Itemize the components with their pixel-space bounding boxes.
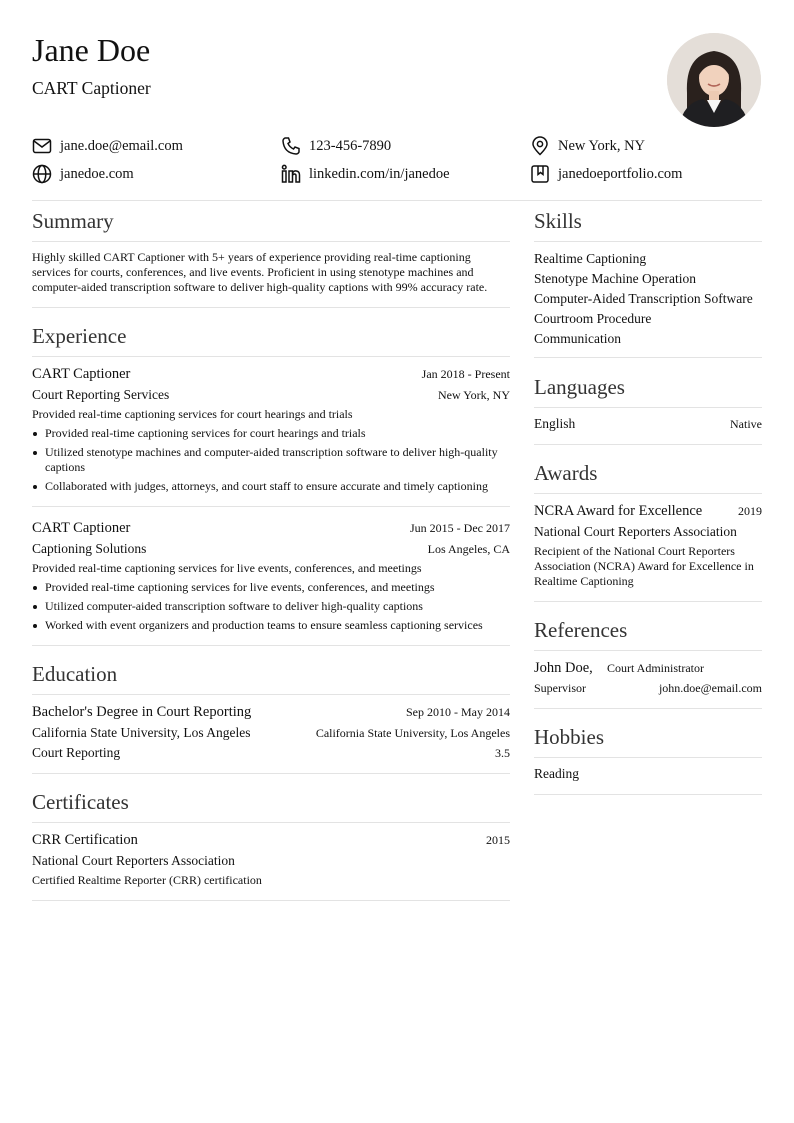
experience-divider — [32, 356, 510, 357]
linkedin-contact[interactable] — [281, 162, 450, 186]
award-description: Recipient of the National Court Reporters Association (NCRA) Award for Excellence in Realtime Captioning — [534, 544, 754, 588]
skill-item: Courtroom Procedure — [534, 311, 652, 326]
education-dates: Sep 2010 - May 2014 — [406, 705, 510, 719]
candidate-name: Jane Doe — [32, 32, 151, 68]
certificates-heading: Certificates — [32, 790, 129, 814]
references-divider — [534, 650, 762, 651]
map-pin-icon — [530, 136, 550, 156]
portfolio-bookmark-icon — [530, 164, 550, 184]
certificate-year: 2015 — [486, 833, 510, 847]
list-item: Provided real-time captioning services for live events, conferences, and meetings — [32, 580, 510, 595]
person-portrait-icon — [667, 33, 761, 127]
list-item: Collaborated with judges, attorneys, and court staff to ensure accurate and timely captioning — [32, 479, 510, 494]
skill-item: Computer-Aided Transcription Software — [534, 291, 753, 306]
hobbies-divider — [534, 757, 762, 758]
job-2-bullets — [32, 580, 510, 637]
awards-heading: Awards — [534, 461, 598, 485]
job-1-summary: Provided real-time captioning services for court hearings and trials — [32, 407, 353, 421]
references-end-divider — [534, 708, 762, 709]
job-title: CART Captioner — [32, 78, 151, 98]
website-contact[interactable] — [32, 162, 134, 186]
website-text: janedoe.com — [60, 165, 134, 182]
education-heading: Education — [32, 662, 118, 686]
hobbies-end-divider — [534, 794, 762, 795]
languages-heading: Languages — [534, 375, 625, 399]
linkedin-icon — [281, 164, 301, 184]
skills-end-divider — [534, 357, 762, 358]
envelope-icon — [32, 136, 52, 156]
skills-list — [534, 249, 774, 349]
languages-end-divider — [534, 444, 762, 445]
certificate-description: Certified Realtime Reporter (CRR) certification — [32, 873, 262, 887]
job-1-location: New York, NY — [437, 388, 510, 402]
gpa: 3.5 — [495, 746, 510, 760]
list-item: Utilized stenotype machines and computer-aided transcription software to deliver high-quality captions — [32, 445, 510, 474]
job-2-dates: Jun 2015 - Dec 2017 — [410, 521, 510, 535]
education-end-divider — [32, 773, 510, 774]
certificate-issuer: National Court Reporters Association — [32, 853, 235, 868]
summary-divider — [32, 241, 510, 242]
email-text: jane.doe@email.com — [60, 137, 183, 154]
list-item: Worked with event organizers and production teams to ensure seamless captioning services — [32, 618, 510, 633]
list-item: Provided real-time captioning services for court hearings and trials — [32, 426, 510, 441]
job-1-dates: Jan 2018 - Present — [421, 367, 510, 381]
job-1-divider — [32, 506, 510, 507]
field-of-study: Court Reporting — [32, 745, 121, 760]
language-level: Native — [730, 417, 762, 431]
skill-item: Communication — [534, 331, 621, 346]
award-year: 2019 — [738, 504, 762, 518]
reference-role: Court Administrator — [607, 661, 704, 675]
language-name: English — [534, 416, 576, 431]
profile-photo — [667, 33, 761, 127]
summary-text: Highly skilled CART Captioner with 5+ years of experience providing real-time captioning services for courts, conferences, and live events. Proficient in using stenotype machines and computer-aided transcription software to deliver high-quality captions with 99% accuracy rate. — [32, 250, 488, 294]
experience-heading: Experience — [32, 324, 127, 348]
certificate-name: CRR Certification — [32, 832, 138, 848]
experience-end-divider — [32, 645, 510, 646]
skill-item: Stenotype Machine Operation — [534, 271, 696, 286]
portfolio-text: janedoeportfolio.com — [558, 165, 683, 182]
linkedin-text: linkedin.com/in/janedoe — [309, 165, 450, 182]
summary-end-divider — [32, 307, 510, 308]
awards-divider — [534, 493, 762, 494]
skill-item: Realtime Captioning — [534, 251, 647, 266]
certificates-divider — [32, 822, 510, 823]
phone-contact[interactable] — [281, 134, 391, 158]
reference-name: John Doe, — [534, 660, 593, 676]
job-2-title: CART Captioner — [32, 520, 131, 536]
school-name-right: California State University, Los Angeles — [315, 726, 510, 740]
job-2-company: Captioning Solutions — [32, 541, 147, 556]
list-item: Utilized computer-aided transcription software to deliver high-quality captions — [32, 599, 510, 614]
job-1-title: CART Captioner — [32, 366, 131, 382]
hobbies-heading: Hobbies — [534, 725, 604, 749]
award-issuer: National Court Reporters Association — [534, 524, 737, 539]
phone-icon — [281, 136, 301, 156]
hobby-item: Reading — [534, 766, 579, 781]
portfolio-contact[interactable] — [530, 162, 682, 186]
education-divider — [32, 694, 510, 695]
summary-heading: Summary — [32, 209, 114, 233]
job-1-company: Court Reporting Services — [32, 387, 170, 402]
globe-icon — [32, 164, 52, 184]
award-name: NCRA Award for Excellence — [534, 503, 703, 519]
school-name: California State University, Los Angeles — [32, 725, 251, 740]
job-2-summary: Provided real-time captioning services for live events, conferences, and meetings — [32, 561, 422, 575]
phone-text: 123-456-7890 — [309, 137, 392, 154]
location-text: New York, NY — [558, 137, 646, 154]
reference-email[interactable]: john.doe@email.com — [658, 681, 762, 695]
email-contact[interactable] — [32, 134, 183, 158]
awards-end-divider — [534, 601, 762, 602]
languages-divider — [534, 407, 762, 408]
degree-name: Bachelor's Degree in Court Reporting — [32, 704, 252, 720]
job-1-bullets — [32, 426, 510, 498]
skills-heading: Skills — [534, 209, 582, 233]
header-divider — [32, 200, 762, 201]
location-contact — [530, 134, 645, 158]
references-heading: References — [534, 618, 628, 642]
skills-divider — [534, 241, 762, 242]
reference-relation: Supervisor — [534, 681, 586, 695]
job-2-location: Los Angeles, CA — [427, 542, 510, 556]
certificates-end-divider — [32, 900, 510, 901]
